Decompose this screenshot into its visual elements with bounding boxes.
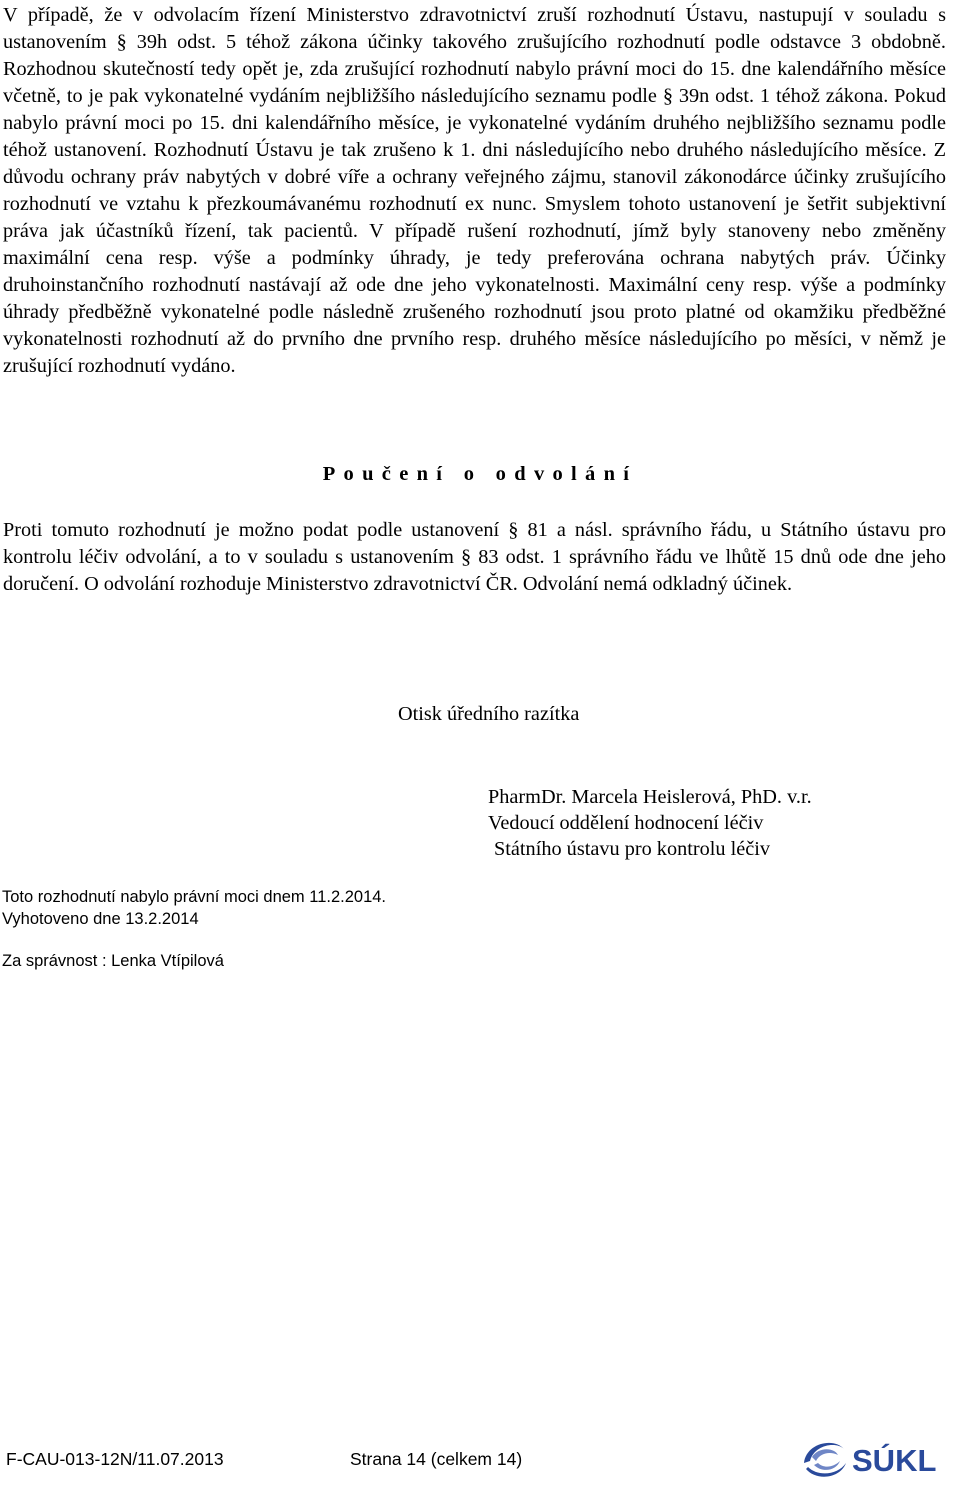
signatory-position: Vedoucí oddělení hodnocení léčiv <box>488 812 764 834</box>
svg-text:SÚKL: SÚKL <box>852 1443 937 1478</box>
section-heading-appeal-instruction: Poučení o odvolání <box>322 463 638 485</box>
sukl-logo-icon <box>800 1433 956 1483</box>
validity-note <box>2 886 386 930</box>
correctness-note: Za správnost : Lenka Vtípilová <box>2 952 224 970</box>
signatory-name: PharmDr. Marcela Heislerová, PhD. v.r. <box>488 786 812 808</box>
footer-page-number: Strana 14 (celkem 14) <box>350 1449 523 1469</box>
issue-date: Vyhotoveno dne 13.2.2014 <box>2 910 199 928</box>
footer-document-code: F-CAU-013-12N/11.07.2013 <box>6 1449 224 1469</box>
signatory-institution: Státního ústavu pro kontrolu léčiv <box>494 838 771 860</box>
sukl-logo <box>800 1433 956 1483</box>
legal-force-date: Toto rozhodnutí nabylo právní moci dnem 11.2.2014. <box>2 888 387 906</box>
body-paragraph-2: Proti tomuto rozhodnutí je možno podat podle ustanovení § 81 a násl. správního řádu, u Státního ústavu pro kontrolu léčiv odvolání, a to v souladu s ustanovením § 83 odst. 1 správního řádu ve lhůtě 15 dnů ode dne jeho doručení. O odvolání rozhoduje Ministerstvo zdravotnictví ČR. Odvolání nemá odkladný účinek. <box>3 519 946 595</box>
body-paragraph-1: V případě, že v odvolacím řízení Ministerstvo zdravotnictví zruší rozhodnutí Ústavu, nastupují v souladu s ustanovením § 39h odst. 5 téhož zákona účinky takového zrušujícího rozhodnutí podle odstavce 3 obdobně. Rozhodnou skutečností tedy opět je, zda zrušující rozhodnutí nabylo právní moci do 15. dne kalendářního měsíce včetně, to je pak vykonatelné vydáním nejbližšího následujícího seznamu podle § 39n odst. 1 téhož zákona. Pokud nabylo právní moci po 15. dni kalendářního měsíce, je vykonatelné vydáním druhého nejbližšího seznamu podle téhož ustanovení. Rozhodnutí Ústavu je tak zrušeno k 1. dni následujícího nebo druhého následujícího měsíce. Z důvodu ochrany práv nabytých v dobré víře a ochrany veřejného zájmu, stanovil zákonodárce účinky zrušujícího rozhodnutí ve vztahu k přezkoumávanému rozhodnutí ex nunc. Smyslem tohoto ustanovení je šetřit subjektivní práva jak účastníků řízení, tak pacientů. V případě rušení rozhodnutí, jímž byly stanoveny nebo změněny maximální cena resp. výše a podmínky úhrady, je tedy preferována ochrana nabytých práv. Účinky druhoinstančního rozhodnutí nastávají až ode dne jeho vykonatelnosti. Maximální ceny resp. výše a podmínky úhrady předběžně vykonatelné podle následně zrušeného rozhodnutí jsou proto platné od okamžiku předběžné vykonatelnosti rozhodnutí až do prvního dne prvního resp. druhého měsíce následujícího po měsíci, v němž je zrušující rozhodnutí vydáno. <box>3 4 946 377</box>
official-stamp-placeholder: Otisk úředního razítka <box>398 703 580 725</box>
signature-block <box>488 784 812 862</box>
